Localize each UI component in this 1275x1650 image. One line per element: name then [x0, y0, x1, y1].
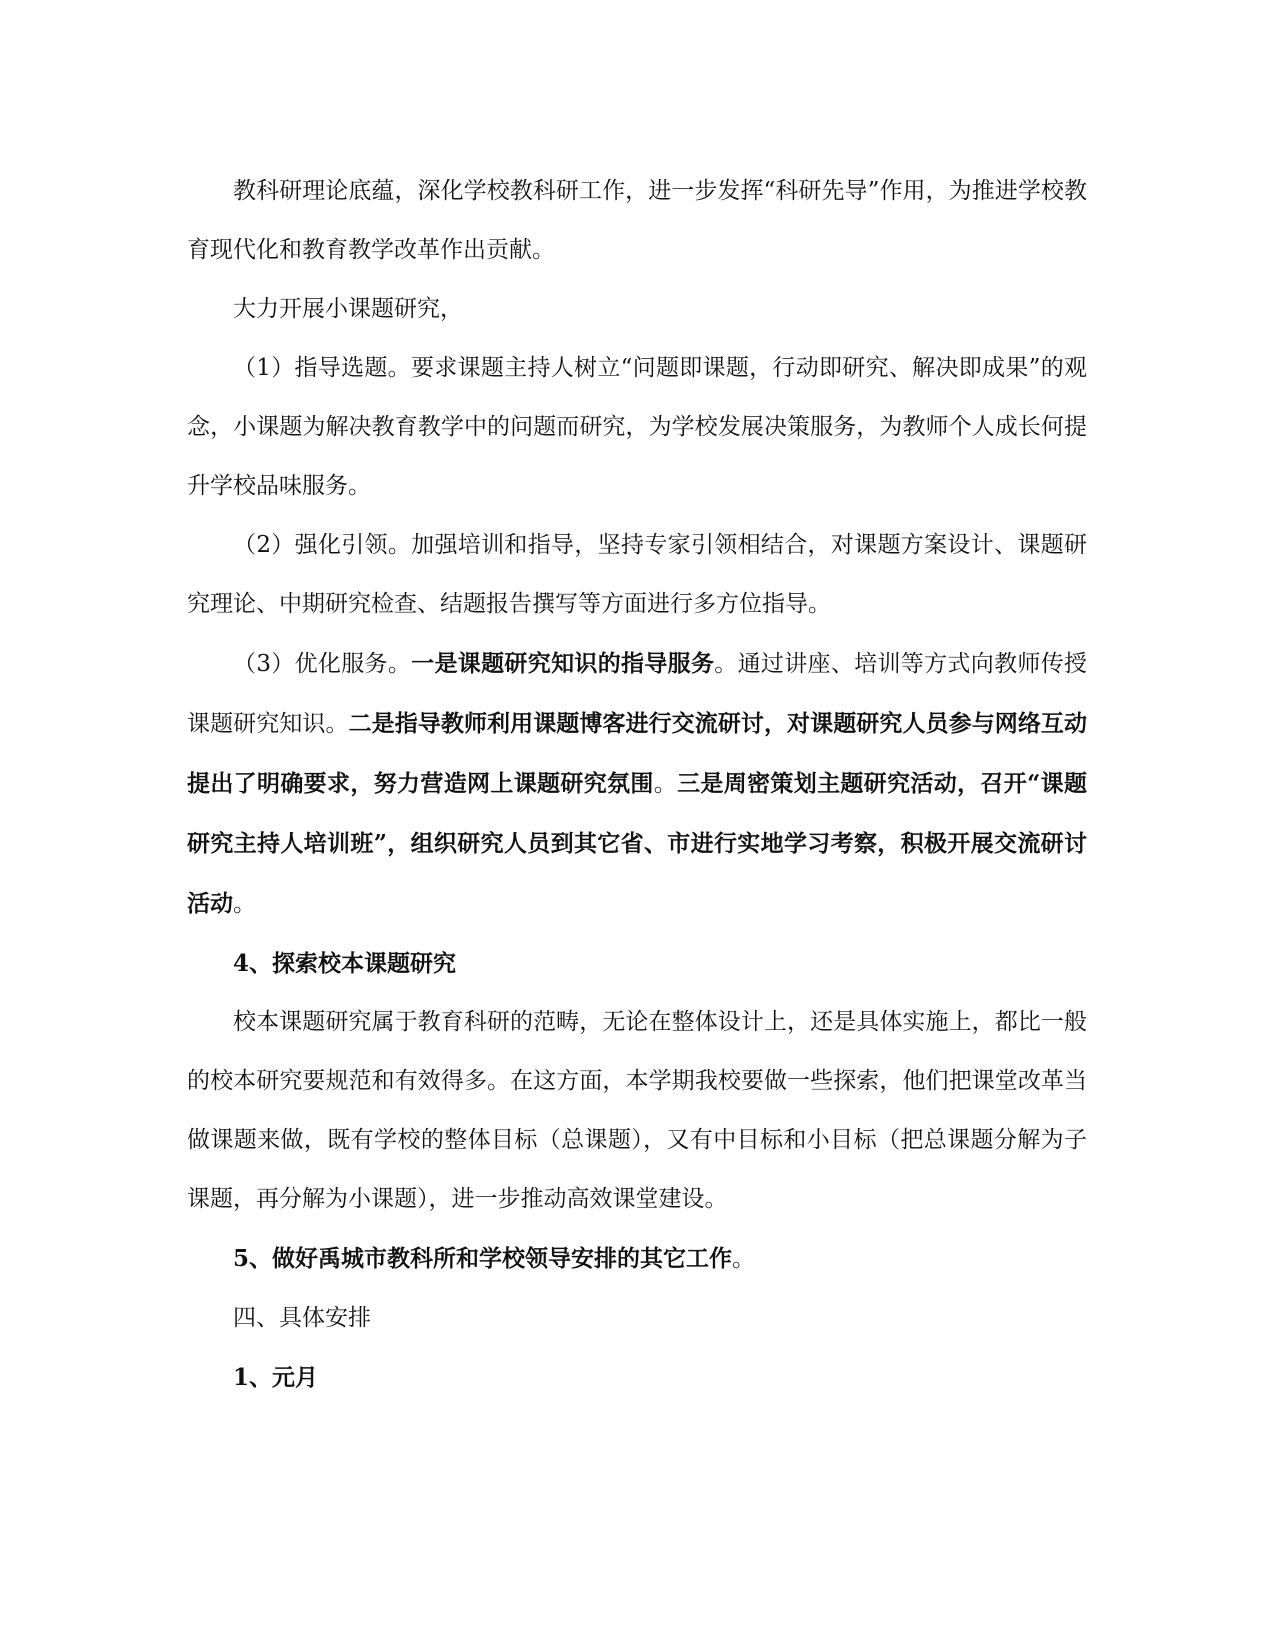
text-run: （3）优化服务。 — [233, 651, 412, 677]
text-run: 校本课题研究属于教育科研的范畴，无论在整体设计上，还是具体实施上，都比一般的校本研究要规范和有效得多。在这方面，本学期我校要做一些探索，他们把课堂改革当做课题来做，既有学校的整体目标（总课题），又有中目标和小目标（把总课题分解为子课题，再分解为小课题），进一步推动高效课堂建设。 — [187, 1009, 1087, 1212]
heading-text: 四、具体安排 — [233, 1305, 371, 1331]
paragraph-7 — [187, 993, 1087, 1229]
paragraph-5 — [187, 634, 1087, 934]
text-run: 教科研理论底蕴，深化学校教科研工作，进一步发挥“科研先导”作用，为推进学校教育现代化和教育教学改革作出贡献。 — [187, 178, 1087, 263]
document-page — [187, 162, 1087, 1407]
bold-text-run: 三是周密策划主题研究活动，召开“课题研究主持人培训班”，组织研究人员到其它省、市进行实地学习考察，积极开展交流研讨活动 — [187, 770, 1088, 917]
heading-text: 5、做好禹城市教科所和学校领导安排的其它工作 — [233, 1245, 733, 1272]
heading-text: 4、探索校本课题研究 — [233, 950, 457, 977]
text-run: 大力开展小课题研究， — [233, 296, 463, 322]
paragraph-3 — [187, 339, 1087, 516]
text-run: 。 — [653, 771, 678, 797]
text-run: （2）强化引领。加强培训和指导，坚持专家引领相结合，对课题方案设计、课题研究理论、中期研究检查、结题报告撰写等方面进行多方位指导。 — [187, 532, 1087, 617]
section-heading-4 — [187, 934, 1087, 993]
section-heading-5 — [187, 1229, 1087, 1289]
text-run: 。 — [732, 1246, 756, 1272]
heading-text: 1、元月 — [233, 1364, 319, 1391]
paragraph-1 — [187, 162, 1087, 280]
text-run: 。 — [233, 891, 256, 917]
paragraph-2 — [187, 280, 1087, 339]
text-run: （1）指导选题。要求课题主持人树立“问题即课题，行动即研究、解决即成果”的观念，小课题为解决教育教学中的问题而研究，为学校发展决策服务，为教师个人成长何提升学校品味服务。 — [187, 355, 1087, 499]
paragraph-4 — [187, 516, 1087, 634]
text-run: 。通过讲座、培训等方式向教师传授课题研究知识。 — [187, 651, 1088, 737]
section-heading-four — [187, 1289, 1087, 1348]
bold-text-run: 二是指导教师利用课题博客进行交流研讨，对课题研究人员参与网络互动提出了明确要求，努力营造网上课题研究氛围 — [187, 710, 1088, 797]
subheading-january — [187, 1348, 1087, 1407]
bold-text-run: 一是课题研究知识的指导服务 — [411, 650, 715, 677]
